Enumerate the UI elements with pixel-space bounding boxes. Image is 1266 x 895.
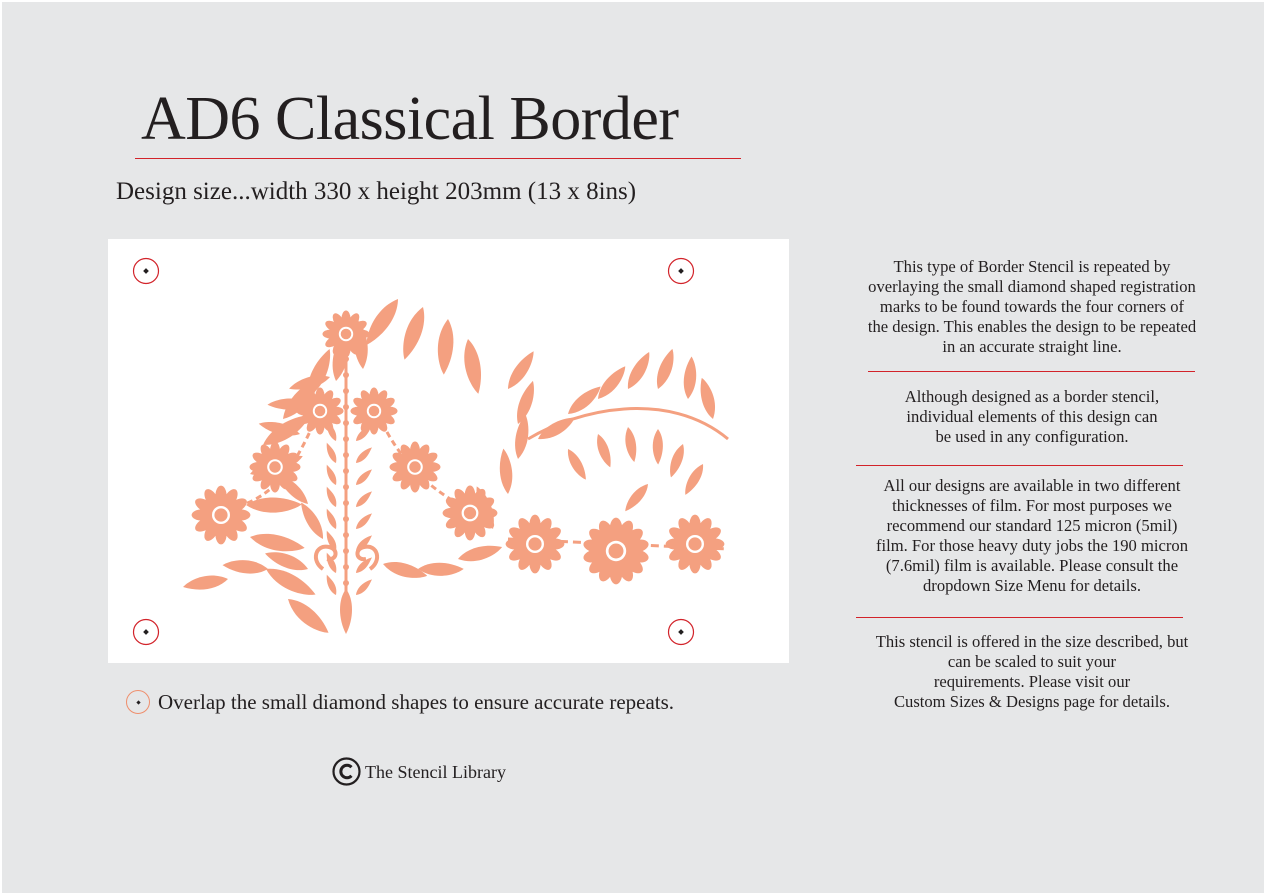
info-line: thicknesses of film. For most purposes we	[892, 496, 1172, 515]
leaf	[322, 486, 340, 508]
leaf	[681, 356, 698, 399]
leaf	[250, 533, 306, 552]
registration-diamond-icon	[669, 620, 694, 645]
bead	[343, 404, 349, 410]
leaf	[649, 429, 666, 465]
divider	[868, 371, 1195, 372]
leaf	[693, 377, 723, 421]
page-title: AD6 Classical Border	[141, 85, 679, 153]
daisy-flower	[443, 486, 498, 541]
leaf	[494, 448, 519, 495]
bead	[343, 420, 349, 426]
leaf	[590, 433, 617, 469]
leaf	[355, 510, 373, 532]
info-line: can be scaled to suit your	[947, 652, 1117, 671]
info-film-thickness	[832, 476, 1232, 596]
stencil-preview	[108, 239, 789, 663]
bead	[343, 388, 349, 394]
daisy-flower	[350, 387, 397, 434]
info-line: Although designed as a border stencil,	[904, 387, 1160, 406]
leaf	[322, 464, 340, 486]
leaf	[294, 501, 330, 541]
caption	[126, 688, 674, 716]
info-configuration	[832, 387, 1232, 447]
leaf	[655, 347, 675, 391]
stencil-artwork	[108, 239, 789, 663]
leaf	[417, 558, 464, 580]
info-line: dropdown Size Menu for details.	[923, 576, 1141, 595]
title-underline	[135, 158, 741, 159]
info-line: Custom Sizes & Designs page for details.	[893, 692, 1171, 711]
leaf	[222, 558, 268, 576]
leaf	[355, 466, 373, 488]
leaf	[322, 442, 340, 464]
bead	[343, 564, 349, 570]
daisy-flower	[582, 518, 650, 585]
leaf	[262, 566, 319, 599]
leaf	[457, 537, 504, 569]
info-line: This type of Border Stencil is repeated by	[893, 257, 1171, 276]
leaf	[668, 442, 685, 478]
registration-diamond-icon	[134, 259, 159, 284]
info-line: overlaying the small diamond shaped registration	[868, 277, 1196, 296]
registration-diamond-icon	[669, 259, 694, 284]
daisy-flower	[192, 486, 251, 545]
copyright-icon	[332, 757, 361, 786]
info-line: This stencil is offered in the size described, but	[875, 632, 1189, 651]
leaf	[355, 488, 373, 510]
divider	[856, 617, 1183, 618]
leaf	[281, 596, 334, 636]
bead	[343, 484, 349, 490]
info-line: (7.6mil) film is available. Please consult the	[885, 556, 1179, 575]
info-line: recommend our standard 125 micron (5mil)	[886, 516, 1178, 535]
leaf	[401, 305, 427, 362]
copyright-text: The Stencil Library	[365, 761, 506, 782]
info-line: be used in any configuration.	[935, 427, 1129, 446]
leaf	[623, 480, 650, 516]
leaf	[515, 414, 528, 459]
registration-diamond-icon	[126, 690, 150, 714]
info-line: All our designs are available in two different	[883, 476, 1181, 495]
spine-tip	[340, 589, 352, 634]
bead	[343, 548, 349, 554]
leaf	[561, 447, 592, 481]
leaf	[322, 574, 340, 596]
registration-diamond-icon	[134, 620, 159, 645]
bead	[343, 500, 349, 506]
leaf	[355, 444, 373, 466]
design-size: Design size...width 330 x height 203mm (13 x 8ins)	[116, 178, 637, 205]
bead	[343, 452, 349, 458]
leaf	[625, 349, 652, 393]
bead	[343, 468, 349, 474]
bead	[343, 580, 349, 586]
leaf	[620, 426, 642, 463]
info-line: marks to be found towards the four corners of	[879, 297, 1185, 316]
daisy-flower	[506, 515, 565, 574]
caption-text: Overlap the small diamond shapes to ensure accurate repeats.	[158, 690, 675, 714]
copyright-notice	[332, 757, 506, 786]
bead	[343, 372, 349, 378]
info-line: individual elements of this design can	[906, 407, 1158, 426]
divider	[856, 465, 1183, 466]
info-repeat	[832, 257, 1232, 357]
bead	[343, 436, 349, 442]
leaf	[182, 568, 229, 597]
leaf	[355, 576, 373, 598]
bead	[343, 532, 349, 538]
leaf	[456, 338, 490, 395]
daisy-flower	[666, 515, 725, 574]
leaf	[322, 508, 340, 530]
info-custom-size	[832, 632, 1232, 712]
leaf	[536, 410, 577, 447]
info-line: film. For those heavy duty jobs the 190 micron	[875, 536, 1189, 555]
leaf	[595, 361, 628, 404]
leaf	[322, 552, 340, 574]
info-line: requirements. Please visit our	[933, 672, 1131, 691]
info-line: in an accurate straight line.	[942, 337, 1122, 356]
bead	[343, 516, 349, 522]
leaf	[363, 293, 401, 350]
leaf	[435, 319, 456, 375]
leaf	[683, 461, 705, 498]
info-line: the design. This enables the design to be repeated	[867, 317, 1197, 336]
